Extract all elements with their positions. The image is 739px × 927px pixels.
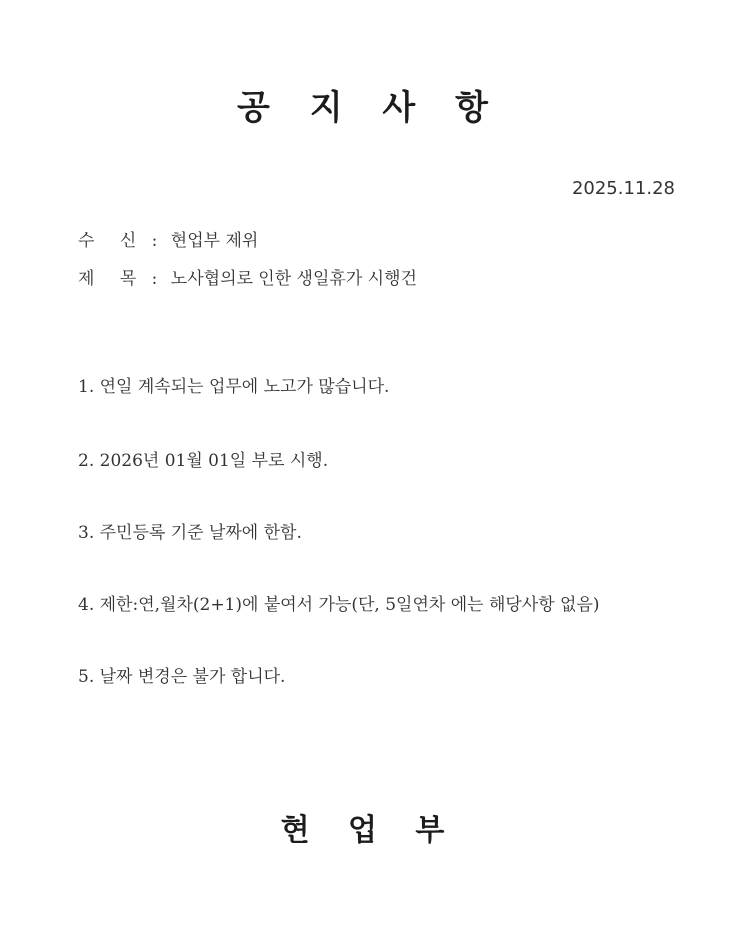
subject-row — [78, 264, 417, 289]
notice-date: 2025.11.28 — [571, 178, 675, 199]
subject-label: 제 목 — [78, 269, 147, 289]
notice-item-1: 1. 연일 계속되는 업무에 노고가 많습니다. — [78, 377, 390, 397]
recipient-label: 수 신 — [78, 231, 147, 251]
recipient-value: 현업부 제위 — [170, 231, 259, 251]
recipient-separator: : — [151, 231, 158, 251]
signature-department: 현 업 부 — [280, 813, 459, 848]
notice-title: 공 지 사 항 — [237, 88, 502, 128]
notice-item-5: 5. 날짜 변경은 불가 합니다. — [78, 667, 286, 687]
notice-item-2: 2. 2026년 01월 01일 부로 시행. — [78, 451, 329, 471]
notice-item-3: 3. 주민등록 기준 날짜에 한함. — [78, 523, 302, 543]
notice-item-4: 4. 제한:연,월차(2+1)에 붙여서 가능(단, 5일연차 에는 해당사항 없음) — [78, 595, 600, 615]
recipient-row — [78, 226, 258, 251]
subject-value: 노사협의로 인한 생일휴가 시행건 — [170, 269, 417, 289]
subject-separator: : — [151, 269, 158, 289]
